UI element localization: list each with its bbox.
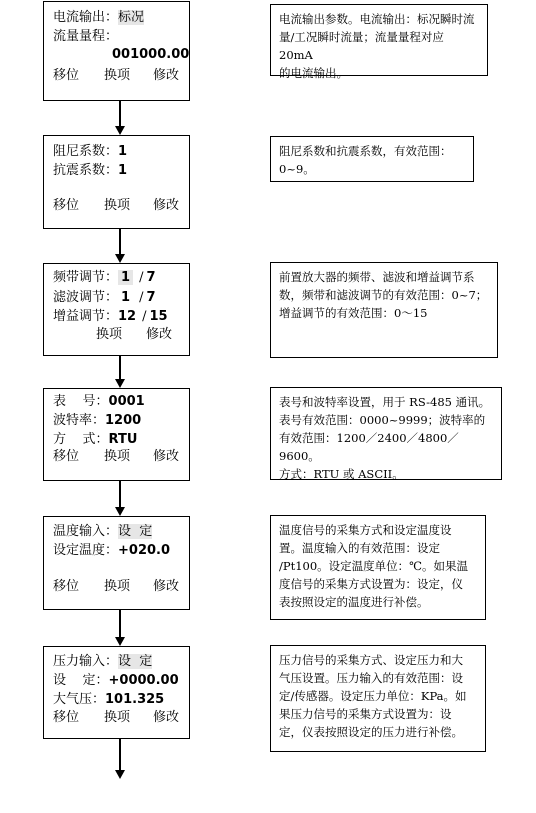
screen-band-filter-gain: 频带调节： 1 / 7 滤波调节： 1 / 7 增益调节：12 / 15 换项 修改 xyxy=(43,263,190,356)
flow-arrow xyxy=(115,739,125,779)
line-value: RTU xyxy=(108,432,138,447)
line-value: +020.0 xyxy=(118,543,171,558)
desc-current-output: 电流输出参数。电流输出：标况瞬时流 量/工况瞬时流量；流量量程对应 20mA 的电流输出。 xyxy=(270,4,488,76)
line-label: 流量量程： xyxy=(53,29,119,44)
key-modify[interactable]: 修改 xyxy=(153,198,180,213)
key-shift[interactable]: 移位 xyxy=(53,579,80,594)
line-value: 0001 xyxy=(108,394,145,409)
key-modify[interactable]: 修改 xyxy=(146,327,173,342)
key-next-item[interactable]: 换项 xyxy=(104,579,131,594)
desc-damping: 阻尼系数和抗震系数，有效范围： 0~9。 xyxy=(270,136,474,182)
key-modify[interactable]: 修改 xyxy=(153,710,180,725)
key-shift[interactable]: 移位 xyxy=(53,710,80,725)
line-value: 标况 xyxy=(118,10,145,25)
line-value: 1 xyxy=(121,290,131,305)
line-value: +0000.00 xyxy=(108,673,179,688)
line-value: 12 xyxy=(118,309,137,324)
line-label: 电流输出： xyxy=(53,10,119,25)
line-value: 1 xyxy=(118,144,128,159)
screen-current-output xyxy=(43,1,190,101)
flow-arrow xyxy=(115,481,125,516)
screen-address-baud: 表 号：0001 波特率：1200 方 式：RTU 移位 换项 修改 xyxy=(43,388,190,481)
line-value: 设 定 xyxy=(118,524,153,539)
key-next-item[interactable]: 换项 xyxy=(104,68,131,83)
key-shift[interactable]: 移位 xyxy=(53,198,80,213)
flow-arrow xyxy=(115,356,125,388)
desc-address-baud: 表号和波特率设置，用于 RS-485 通讯。 表号有效范围：0000~9999；波特率的 有效范围：1200／2400／4800／9600。 方式：RTU 或 ASCII。 xyxy=(270,387,502,480)
key-modify[interactable]: 修改 xyxy=(153,579,180,594)
screen-damping xyxy=(43,135,190,229)
key-shift[interactable]: 移位 xyxy=(53,68,80,83)
key-modify[interactable]: 修改 xyxy=(153,68,180,83)
line-value: 1 xyxy=(118,270,133,285)
screen-temperature: 温度输入：设 定 设定温度：+020.0 移位 换项 修改 xyxy=(43,516,190,610)
flow-range-value: 001000.00 xyxy=(112,47,190,62)
desc-band-filter-gain: 前置放大器的频带、滤波和增益调节系 数，频带和滤波调节的有效范围：0~7； 增益调节的有效范围：0～15 xyxy=(270,262,498,358)
key-next-item[interactable]: 换项 xyxy=(104,449,131,464)
flow-arrow xyxy=(115,101,125,135)
line-label: 抗震系数： xyxy=(53,163,119,178)
line-label: 阻尼系数： xyxy=(53,144,119,159)
line-value: 101.325 xyxy=(105,692,165,707)
flow-arrow xyxy=(115,229,125,263)
key-next-item[interactable]: 换项 xyxy=(96,327,123,342)
desc-temperature: 温度信号的采集方式和设定温度设 置。温度输入的有效范围：设定 /Pt100。设定温度单位：℃。如果温 度信号的采集方式设置为：设定，仪 表按照设定的温度进行补偿。 xyxy=(270,515,486,620)
key-shift[interactable]: 移位 xyxy=(53,449,80,464)
key-modify[interactable]: 修改 xyxy=(153,449,180,464)
line-value: 设 定 xyxy=(118,654,153,669)
line-value: 1 xyxy=(118,163,128,178)
key-next-item[interactable]: 换项 xyxy=(104,710,131,725)
screen-pressure: 压力输入：设 定 设 定：+0000.00 大气压：101.325 移位 换项 修改 xyxy=(43,646,190,739)
line-value: 1200 xyxy=(105,413,142,428)
key-next-item[interactable]: 换项 xyxy=(104,198,131,213)
desc-pressure: 压力信号的采集方式、设定压力和大 气压设置。压力输入的有效范围：设 定/传感器。设定压力单位：KPa。如 果压力信号的采集方式设置为：设 定，仪表按照设定的压力进行补偿。 xyxy=(270,645,486,752)
flow-arrow xyxy=(115,610,125,646)
